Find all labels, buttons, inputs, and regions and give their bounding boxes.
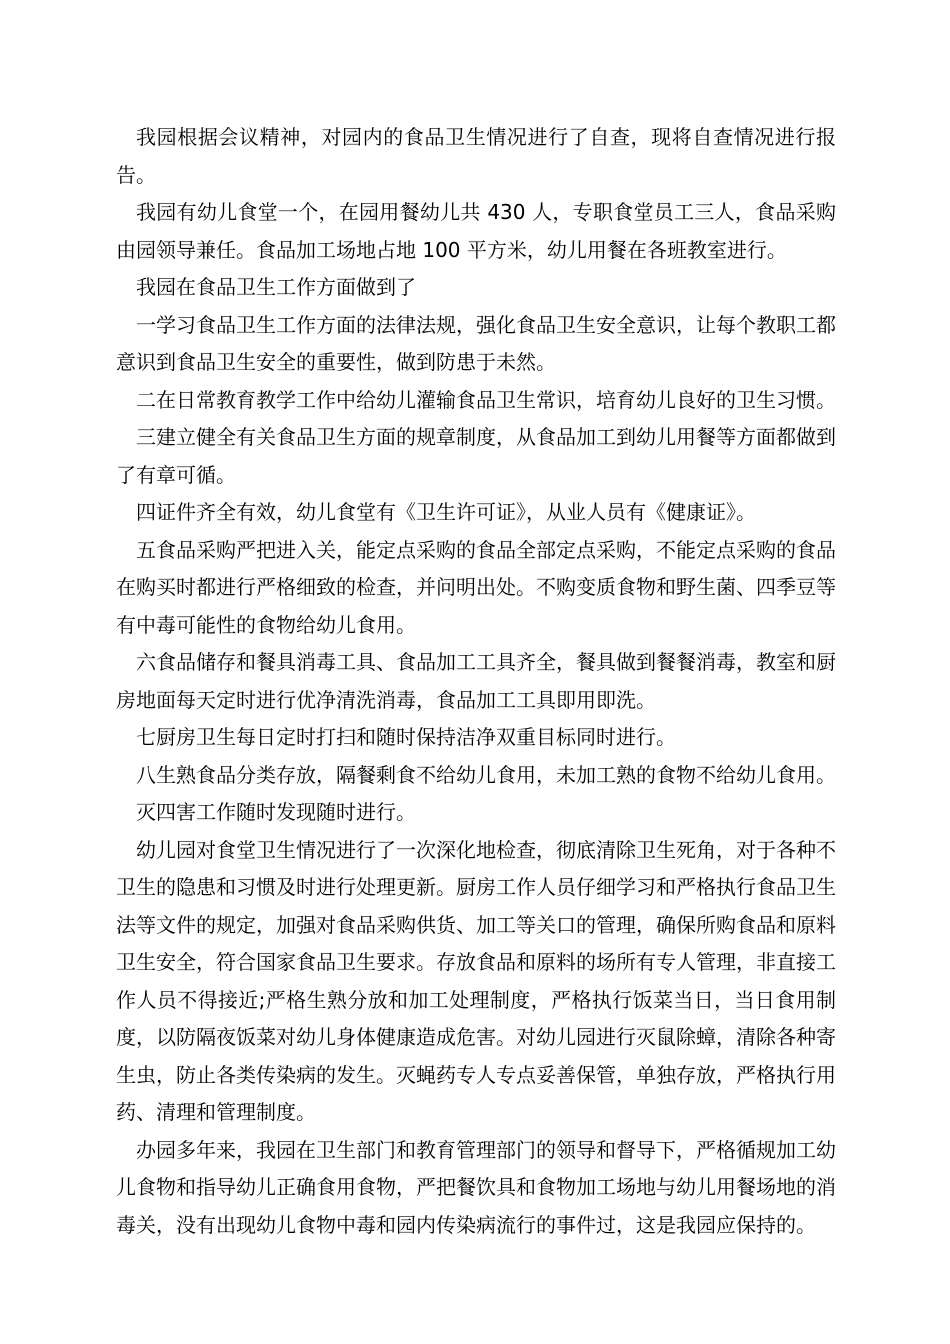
paragraph-item-5: 五食品采购严把进入关，能定点采购的食品全部定点采购，不能定点采购的食品在购买时都进行严格细致的检查，并问明出处。不购变质食物和野生菌、四季豆等有中毒可能性的食物给幼儿食用。 xyxy=(116,537,836,637)
paragraph-pest-control: 灭四害工作随时发现随时进行。 xyxy=(136,800,416,824)
paragraph-canteen-overview: 我园有幼儿食堂一个，在园用餐幼儿共 430 人，专职食堂员工三人，食品采购由园领导兼任。食品加工场地占地 100 平方米，幼儿用餐在各班教室进行。 xyxy=(116,200,836,262)
paragraph-item-7: 七厨房卫生每日定时打扫和随时保持洁净双重目标同时进行。 xyxy=(136,725,676,749)
paragraph-item-4: 四证件齐全有效，幼儿食堂有《卫生许可证》，从业人员有《健康证》。 xyxy=(136,500,756,524)
document-body xyxy=(116,119,836,1244)
paragraph-item-1: 一学习食品卫生工作方面的法律法规，强化食品卫生安全意识，让每个教职工都意识到食品卫生安全的重要性，做到防患于未然。 xyxy=(116,312,836,374)
paragraph-conclusion: 办园多年来，我园在卫生部门和教育管理部门的领导和督导下，严格循规加工幼儿食物和指导幼儿正确食用食物，严把餐饮具和食物加工场地与幼儿用餐场地的消毒关，没有出现幼儿食物中毒和园内传染病流行的事件过，这是我园应保持的。 xyxy=(116,1137,836,1237)
paragraph-item-2: 二在日常教育教学工作中给幼儿灌输食品卫生常识，培育幼儿良好的卫生习惯。 xyxy=(136,387,836,412)
paragraph-achievements-heading: 我园在食品卫生工作方面做到了 xyxy=(136,275,416,299)
paragraph-item-6: 六食品储存和餐具消毒工具、食品加工工具齐全，餐具做到餐餐消毒，教室和厨房地面每天定时进行优净清洗消毒，食品加工工具即用即洗。 xyxy=(116,650,836,712)
paragraph-intro: 我园根据会议精神，对园内的食品卫生情况进行了自查，现将自查情况进行报告。 xyxy=(116,125,836,187)
paragraph-inspection: 幼儿园对食堂卫生情况进行了一次深化地检查，彻底清除卫生死角，对于各种不卫生的隐患和习惯及时进行处理更新。厨房工作人员仔细学习和严格执行食品卫生法等文件的规定，加强对食品采购供货、加工等关口的管理，确保所购食品和原料卫生安全，符合国家食品卫生要求。存放食品和原料的场所有专人管理，非直接工作人员不得接近;严格生熟分放和加工处理制度，严格执行饭菜当日，当日食用制度，以防隔夜饭菜对幼儿身体健康造成危害。对幼儿园进行灭鼠除蟑，清除各种寄生虫，防止各类传染病的发生。灭蝇药专人专点妥善保管，单独存放，严格执行用药、清理和管理制度。 xyxy=(116,837,836,1124)
paragraph-item-8: 八生熟食品分类存放，隔餐剩食不给幼儿食用，未加工熟的食物不给幼儿食用。 xyxy=(136,762,836,787)
paragraph-item-3: 三建立健全有关食品卫生方面的规章制度，从食品加工到幼儿用餐等方面都做到了有章可循。 xyxy=(116,425,836,487)
